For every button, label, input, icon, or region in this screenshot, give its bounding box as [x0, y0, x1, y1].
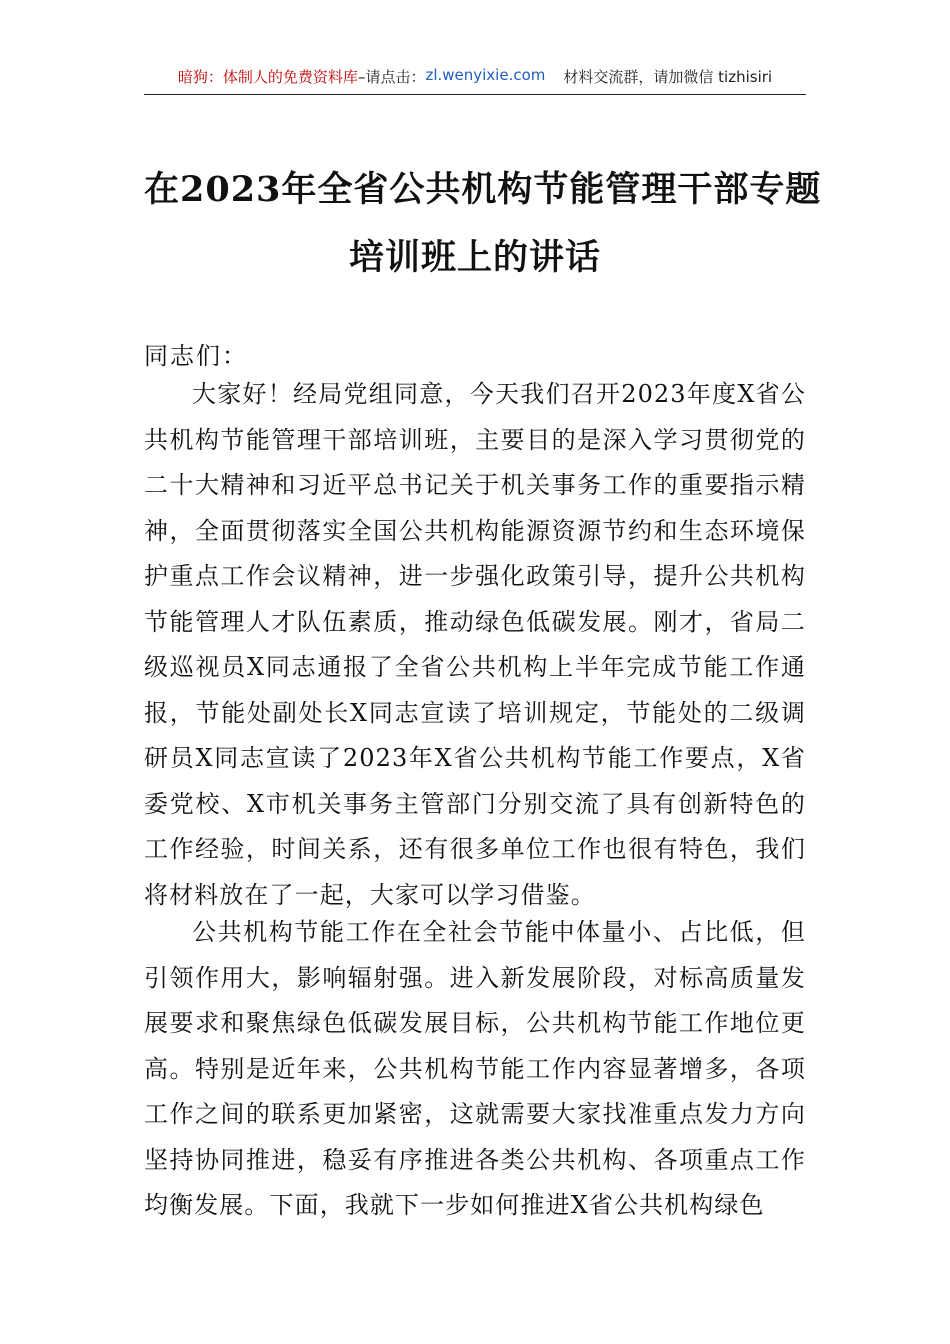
body-paragraph-1: 大家好！经局党组同意，今天我们召开2023年度X省公共机构节能管理干部培训班，主要目的是深入学习贯彻党的二十大精神和习近平总书记关于机关事务工作的重要指示精神，全面贯彻落实全国公共机构能源资源节约和生态环境保护重点工作会议精神，进一步强化政策引导，提升公共机构节能管理人才队伍素质，推动绿色低碳发展。刚才，省局二级巡视员X同志通报了全省公共机构上半年完成节能工作通报，节能处副处长X同志宣读了培训规定，节能处的二级调研员X同志宣读了2023年X省公共机构节能工作要点，X省委党校、X市机关事务主管部门分别交流了具有创新特色的工作经验，时间关系，还有很多单位工作也很有特色，我们将材料放在了一起，大家可以学习借鉴。	[144, 380, 806, 909]
body-paragraph-2: 公共机构节能工作在全社会节能中体量小、占比低，但引领作用大，影响辐射强。进入新发展阶段，对标高质量发展要求和聚焦绿色低碳发展目标，公共机构节能工作地位更高。特别是近年来，公共机构节能工作内容显著增多，各项工作之间的联系更加紧密，这就需要大家找准重点发力方向坚持协同推进，稳妥有序推进各类公共机构、各项重点工作均衡发展。下面，我就下一步如何推进X省公共机构绿色	[144, 918, 806, 1219]
salutation: 同志们：	[144, 342, 248, 370]
document-title-line2: 培训班上的讲话	[348, 237, 601, 278]
header-url-link[interactable]: zl.wenyixie.com	[425, 66, 546, 84]
header-click-prompt: –请点击：	[357, 68, 426, 86]
page-header	[144, 66, 806, 95]
document-title-line1: 在2023年全省公共机构节能管理干部专题	[144, 169, 822, 210]
header-wechat-note: 材料交流群，请加微信 tizhisiri	[563, 68, 773, 86]
header-brand: 暗狗：体制人的免费资料库	[177, 68, 358, 86]
